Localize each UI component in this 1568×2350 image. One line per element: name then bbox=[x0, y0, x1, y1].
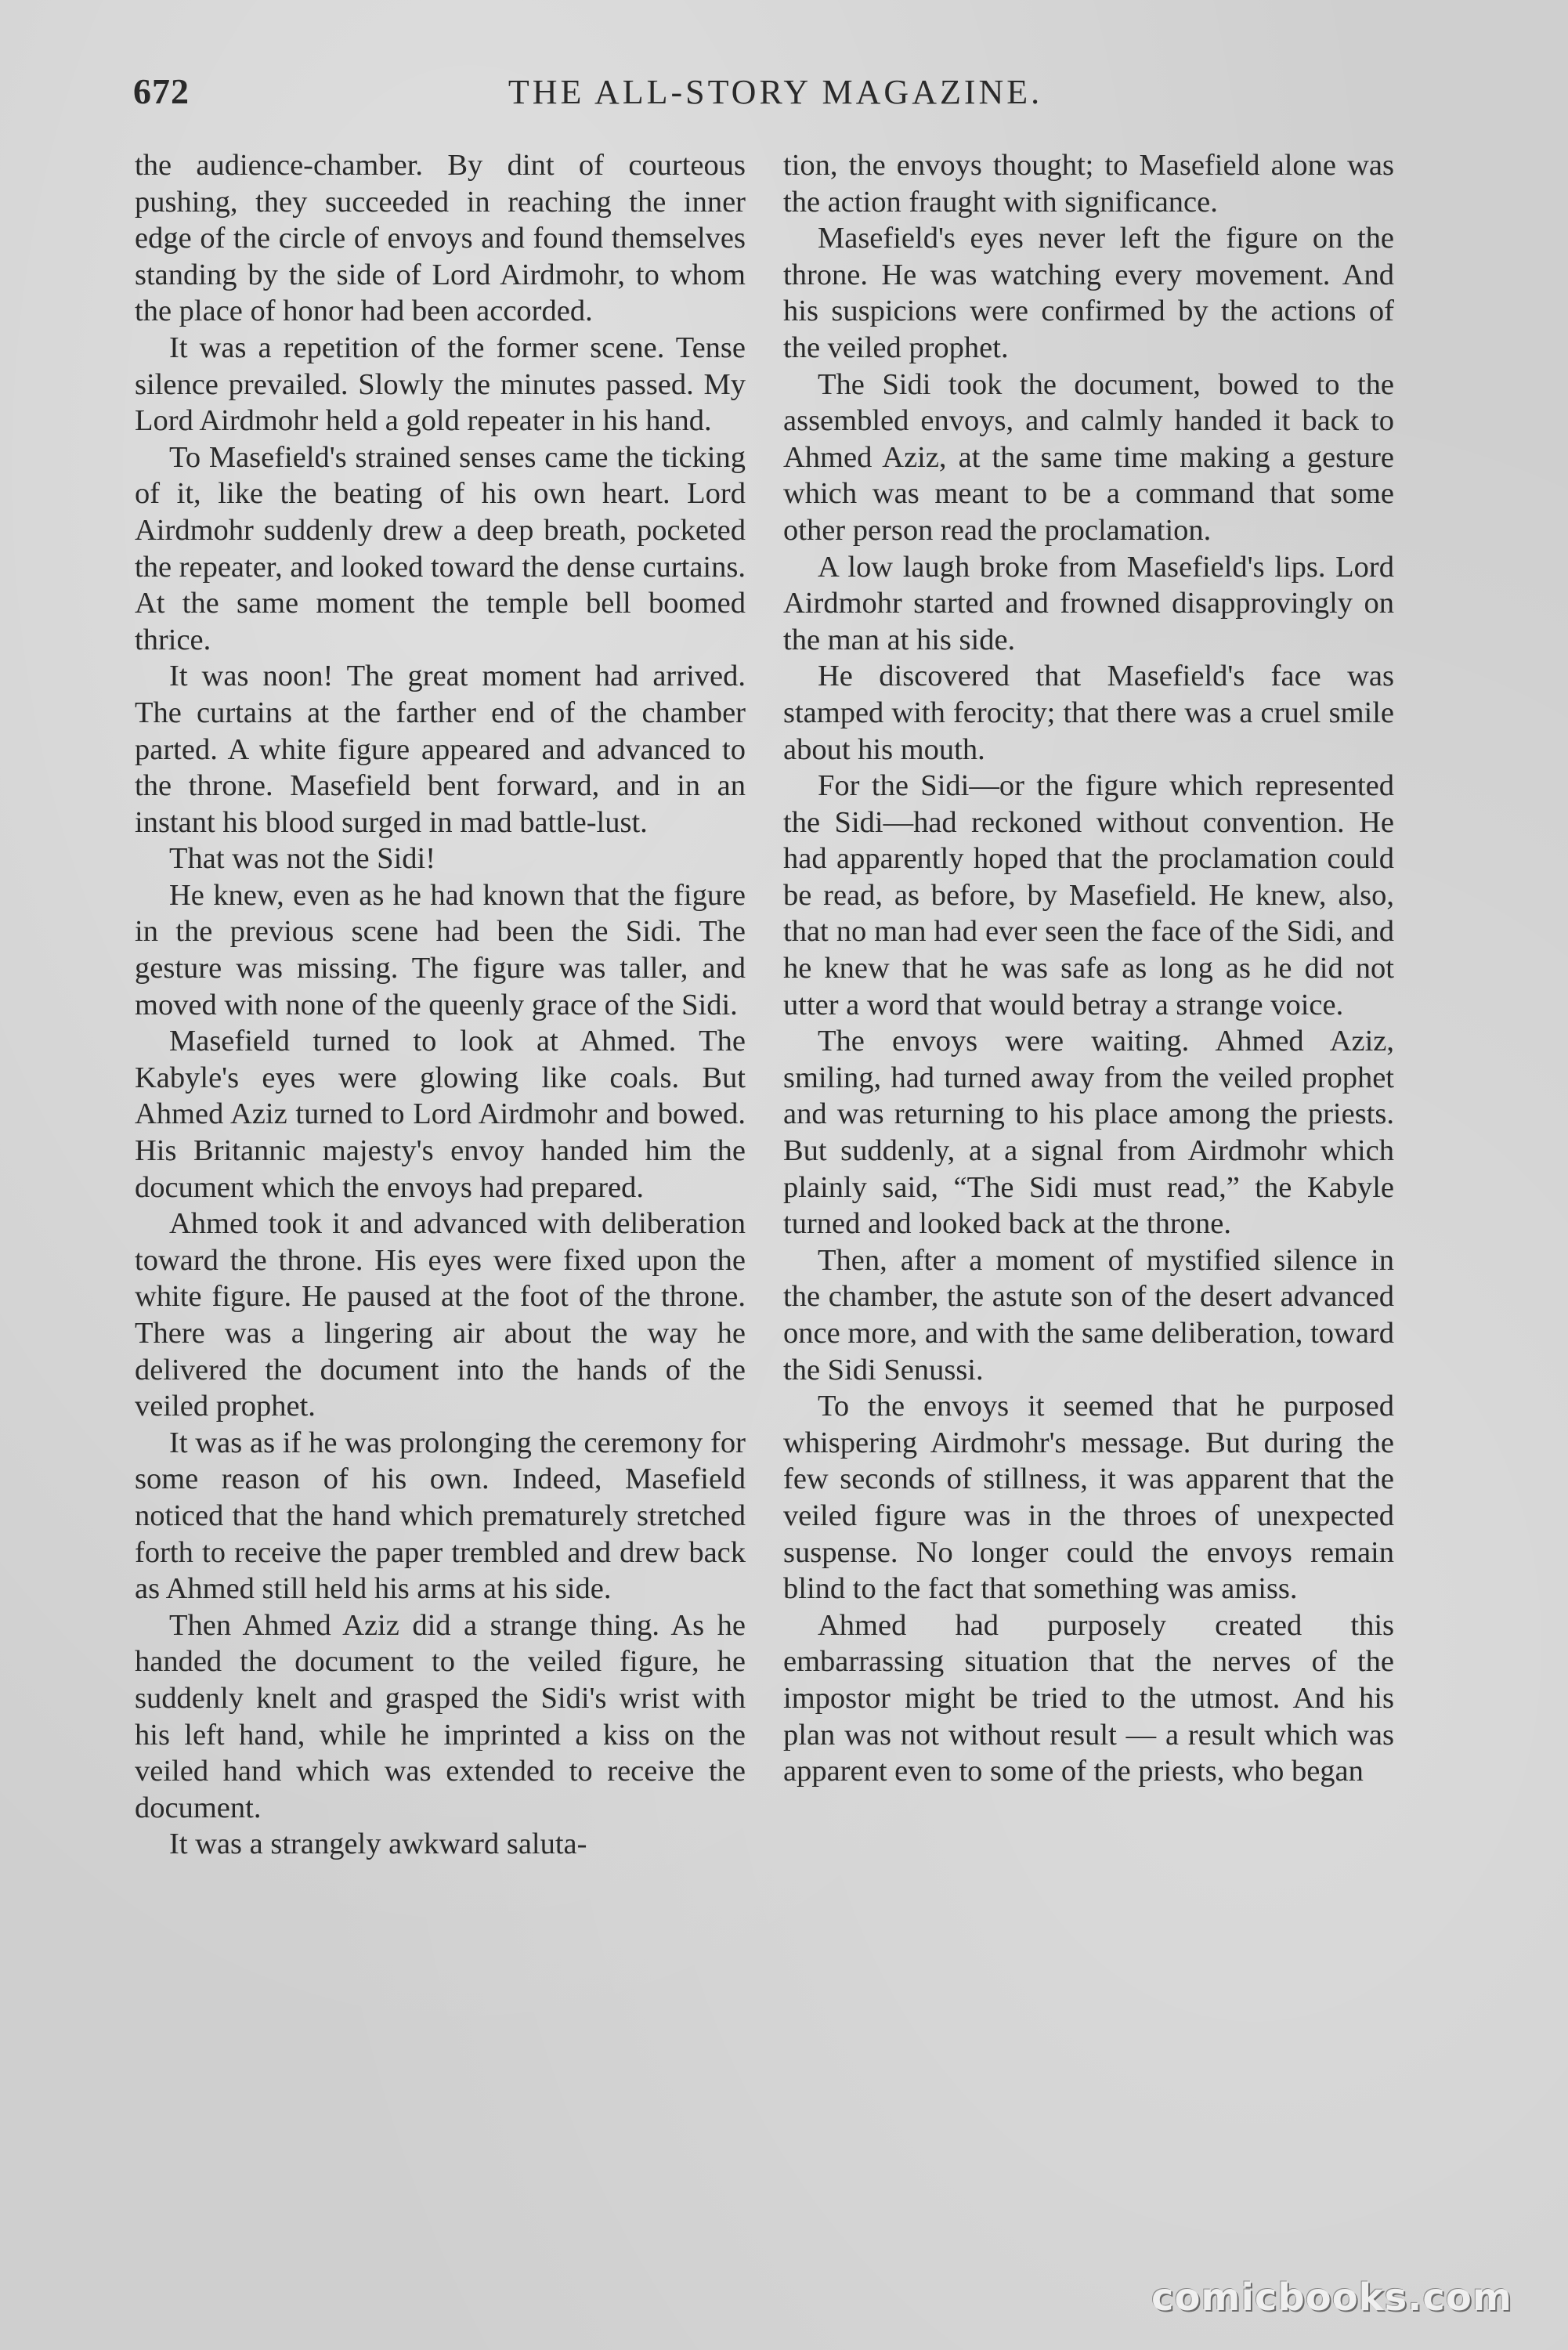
paragraph: It was a repetition of the former scene. Tense silence prevailed. Slowly the minutes passed. My Lord Airdmohr held a gold repeater in his hand. bbox=[135, 331, 746, 438]
page-number: 672 bbox=[133, 71, 190, 111]
paragraph: He discovered that Masefield's face was stamped with ferocity; that there was a cruel smile about his mouth. bbox=[783, 660, 1394, 766]
running-head: THE ALL-STORY MAGAZINE. bbox=[508, 73, 1043, 111]
paragraph: Masefield turned to look at Ahmed. The Kabyle's eyes were glowing like coals. But Ahmed Aziz turned to Lord Airdmohr and bowed. His Britannic majesty's envoy handed him the document which the envoys had prepared. bbox=[135, 1025, 746, 1204]
page-header bbox=[133, 70, 1418, 133]
paragraph: Ahmed had purposely created this embarrassing situation that the nerves of the impostor might be tried to the utmost. And his plan was not without result — a result which was apparent even to some of the priests, who began bbox=[783, 1608, 1394, 1788]
paragraph: Then, after a moment of mystified silence in the chamber, the astute son of the desert advanced once more, and with the same deliberation, toward the Sidi Senussi. bbox=[783, 1243, 1394, 1386]
paragraph: the audience-chamber. By dint of courteous pushing, they succeeded in reaching the inner edge of the circle of envoys and found themselves standing by the side of Lord Airdmohr, to whom the place of honor had been accorded. bbox=[135, 149, 746, 328]
paragraph: For the Sidi—or the figure which represented the Sidi—had reckoned without convention. He had apparently hoped that the proclamation could be read, as before, by Masefield. He knew, also, that no man had ever seen the face of the Sidi, and he knew that he was safe as long as he did not utter a word that would betray a strange voice. bbox=[783, 769, 1394, 1021]
paragraph: It was as if he was prolonging the ceremony for some reason of his own. Indeed, Masefield noticed that the hand which prematurely stretched forth to receive the paper trembled and drew back as Ahmed still held his arms at his side. bbox=[135, 1426, 746, 1606]
paragraph: tion, the envoys thought; to Masefield alone was the action fraught with significance. bbox=[783, 149, 1394, 219]
paragraph: It was a strangely awkward saluta- bbox=[169, 1828, 587, 1861]
right-column bbox=[783, 147, 1394, 1790]
paragraph: The envoys were waiting. Ahmed Aziz, smiling, had turned away from the veiled prophet and was returning to his place among the priests. But suddenly, at a signal from Airdmohr which plainly said, “The Sidi must read,” the Kabyle turned and looked back at the throne. bbox=[783, 1025, 1394, 1241]
left-column bbox=[135, 147, 746, 1863]
paragraph: To the envoys it seemed that he purposed whispering Airdmohr's message. But during the few seconds of stillness, it was apparent that the veiled figure was in the throes of unexpected suspense. No longer could the envoys remain blind to the fact that something was amiss. bbox=[783, 1390, 1394, 1606]
watermark-logo: comicbooks.com bbox=[1151, 2276, 1512, 2319]
paragraph: To Masefield's strained senses came the ticking of it, like the beating of his own heart. Lord Airdmohr suddenly drew a deep breath, pocketed the repeater, and looked toward the dense curtains. At the same moment the temple bell boomed thrice. bbox=[135, 440, 746, 656]
paragraph: It was noon! The great moment had arrived. The curtains at the farther end of the chamber parted. A white figure appeared and advanced to the throne. Masefield bent forward, and in an instant his blood surged in mad battle-lust. bbox=[135, 660, 746, 839]
paragraph: The Sidi took the document, bowed to the assembled envoys, and calmly handed it back to Ahmed Aziz, at the same time making a gesture which was meant to be a command that some other person read the proclamation. bbox=[783, 367, 1394, 547]
paragraph: Ahmed took it and advanced with deliberation toward the throne. His eyes were fixed upon the white figure. He paused at the foot of the throne. There was a lingering air about the way he delivered the document into the hands of the veiled prophet. bbox=[135, 1207, 746, 1423]
paragraph: Masefield's eyes never left the figure on the throne. He was watching every movement. And his suspicions were confirmed by the actions of the veiled prophet. bbox=[783, 222, 1394, 364]
paragraph: A low laugh broke from Masefield's lips. Lord Airdmohr started and frowned disapprovingly on the man at his side. bbox=[783, 550, 1394, 656]
paragraph: That was not the Sidi! bbox=[169, 842, 436, 876]
paragraph: He knew, even as he had known that the figure in the previous scene had been the Sidi. The gesture was missing. The figure was taller, and moved with none of the queenly grace of the Sidi. bbox=[135, 878, 746, 1021]
paragraph: Then Ahmed Aziz did a strange thing. As he handed the document to the veiled figure, he suddenly knelt and grasped the Sidi's wrist with his left hand, while he imprinted a kiss on the veiled hand which was extended to receive the document. bbox=[135, 1608, 746, 1824]
